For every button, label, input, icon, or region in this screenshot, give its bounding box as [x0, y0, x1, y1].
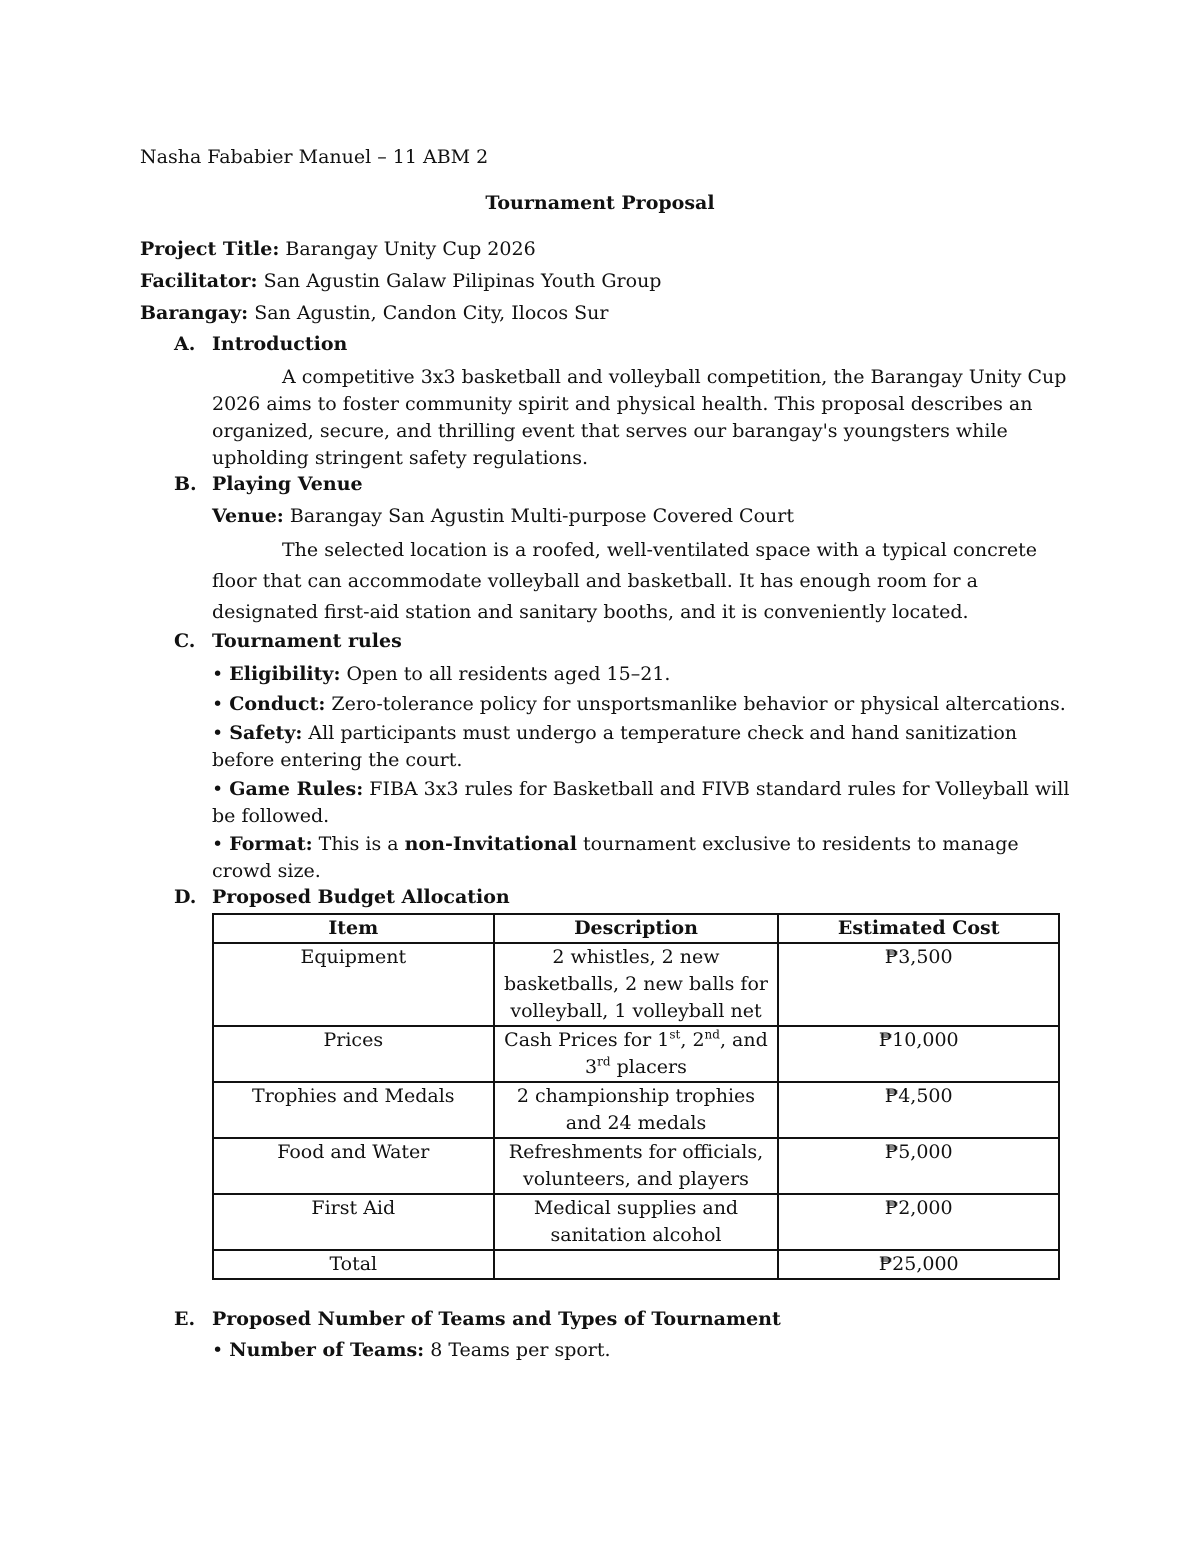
- bullet-icon: •: [212, 693, 224, 715]
- rule-safety: [212, 720, 1072, 774]
- rule-label: Conduct:: [229, 693, 326, 715]
- facilitator-value: San Agustin Galaw Pilipinas Youth Group: [257, 270, 662, 292]
- facilitator-label: Facilitator:: [140, 270, 258, 292]
- teams-label: Number of Teams:: [229, 1339, 425, 1361]
- description-cell: Medical supplies and sanitation alcohol: [494, 1194, 779, 1250]
- section-a-title: Introduction: [212, 333, 348, 355]
- item-cell: Equipment: [213, 943, 494, 1026]
- venue-value: Barangay San Agustin Multi-purpose Covered Court: [283, 505, 794, 527]
- teams-value: 8 Teams per sport.: [424, 1339, 611, 1361]
- section-b-title: Playing Venue: [212, 473, 363, 495]
- table-total-row: [213, 1250, 1059, 1279]
- introduction-text: A competitive 3x3 basketball and volleyball competition, the Barangay Unity Cup 2026 aims to foster community spirit and physical health. This proposal describes an organized, secure, and thrilling event that serves our barangay's youngsters while upholding stringent safety regulations.: [212, 366, 1067, 469]
- table-row: [213, 1138, 1059, 1194]
- item-cell: Food and Water: [213, 1138, 494, 1194]
- rule-text: All participants must undergo a temperature check and hand sanitization before entering the court.: [212, 722, 1018, 771]
- venue-label: Venue:: [212, 505, 284, 527]
- venue-line: [212, 505, 794, 527]
- description-cell: [494, 1250, 779, 1279]
- cost-cell: ₱5,000: [778, 1138, 1059, 1194]
- section-d-title: Proposed Budget Allocation: [212, 886, 510, 908]
- rule-emphasis: non-Invitational: [404, 833, 577, 855]
- description-cell: 2 whistles, 2 new basketballs, 2 new balls for volleyball, 1 volleyball net: [494, 943, 779, 1026]
- project-title-value: Barangay Unity Cup 2026: [279, 238, 536, 260]
- table-header-cell: Item: [213, 914, 494, 943]
- venue-text: The selected location is a roofed, well-ventilated space with a typical concrete floor that can accommodate volleyball and basketball. It has enough room for a designated first-aid station and sanitary booths, and it is conveniently located.: [212, 539, 1037, 623]
- facilitator-line: [140, 270, 661, 292]
- barangay-value: San Agustin, Candon City, Ilocos Sur: [248, 302, 609, 324]
- rule-text: Zero-tolerance policy for unsportsmanlike behavior or physical altercations.: [325, 693, 1066, 715]
- rule-game-rules: [212, 776, 1072, 830]
- budget-table: [212, 913, 1060, 1280]
- description-cell: Refreshments for officials, volunteers, and players: [494, 1138, 779, 1194]
- section-b-letter: B.: [174, 473, 197, 495]
- section-e-letter: E.: [174, 1308, 196, 1330]
- table-row: [213, 1082, 1059, 1138]
- rule-label: Safety:: [229, 722, 303, 744]
- rule-label: Format:: [229, 833, 313, 855]
- document-title: Tournament Proposal: [485, 192, 715, 214]
- description-cell: 2 championship trophies and 24 medals: [494, 1082, 779, 1138]
- bullet-icon: •: [212, 722, 224, 744]
- cost-cell: ₱3,500: [778, 943, 1059, 1026]
- bullet-icon: •: [212, 833, 224, 855]
- rule-format: [212, 831, 1072, 885]
- teams-line: [212, 1337, 1072, 1364]
- rule-label: Game Rules:: [229, 778, 364, 800]
- item-cell: First Aid: [213, 1194, 494, 1250]
- bullet-icon: •: [212, 778, 224, 800]
- section-d-letter: D.: [174, 886, 197, 908]
- table-row: [213, 1026, 1059, 1082]
- section-a-letter: A.: [174, 333, 196, 355]
- description-cell: Cash Prices for 1st, 2nd, and 3rd placers: [494, 1026, 779, 1082]
- rule-conduct: [212, 691, 1072, 718]
- bullet-icon: •: [212, 663, 224, 685]
- cost-cell: ₱10,000: [778, 1026, 1059, 1082]
- rule-text: This is a: [312, 833, 405, 855]
- table-header-row: [213, 914, 1059, 943]
- project-title-line: [140, 238, 536, 260]
- section-c-letter: C.: [174, 630, 196, 652]
- table-row: [213, 943, 1059, 1026]
- bullet-icon: •: [212, 1339, 224, 1361]
- author-line: Nasha Fababier Manuel – 11 ABM 2: [140, 146, 489, 168]
- cost-cell: ₱25,000: [778, 1250, 1059, 1279]
- introduction-paragraph: [212, 364, 1072, 472]
- rule-text: Open to all residents aged 15–21.: [340, 663, 671, 685]
- rule-label: Eligibility:: [229, 663, 341, 685]
- cost-cell: ₱4,500: [778, 1082, 1059, 1138]
- table-row: [213, 1194, 1059, 1250]
- barangay-line: [140, 302, 608, 324]
- item-cell: Prices: [213, 1026, 494, 1082]
- section-e-title: Proposed Number of Teams and Types of Tournament: [212, 1308, 781, 1330]
- rule-text: tournament exclusive to residents to manage crowd size.: [212, 833, 1019, 882]
- section-c-title: Tournament rules: [212, 630, 402, 652]
- item-cell: Total: [213, 1250, 494, 1279]
- table-header-cell: Description: [494, 914, 779, 943]
- project-title-label: Project Title:: [140, 238, 280, 260]
- item-cell: Trophies and Medals: [213, 1082, 494, 1138]
- rule-text: FIBA 3x3 rules for Basketball and FIVB standard rules for Volleyball will be followed.: [212, 778, 1070, 827]
- barangay-label: Barangay:: [140, 302, 249, 324]
- table-header-cell: Estimated Cost: [778, 914, 1059, 943]
- rule-eligibility: [212, 661, 1072, 688]
- venue-paragraph: [212, 535, 1072, 628]
- cost-cell: ₱2,000: [778, 1194, 1059, 1250]
